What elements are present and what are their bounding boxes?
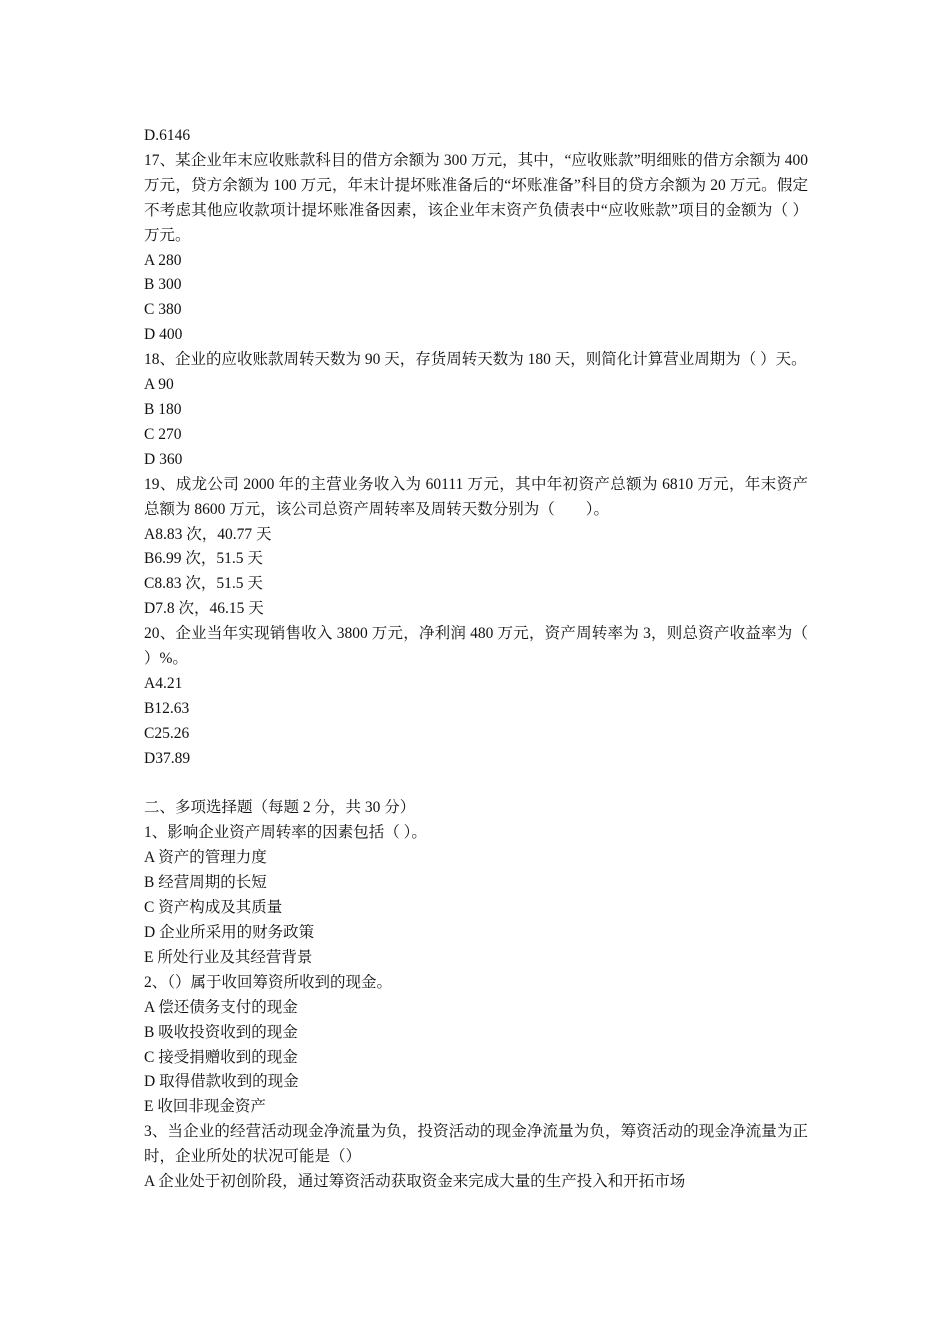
option-line: A4.21 — [144, 674, 183, 692]
multi-question-2: 2、（）属于收回筹资所收到的现金。 — [144, 973, 393, 991]
section-heading: 二、多项选择题（每题 2 分，共 30 分） — [144, 799, 416, 817]
option-line: A 90 — [144, 376, 174, 394]
option-line: D 400 — [144, 326, 183, 344]
document-page — [144, 124, 808, 1195]
question-17: 17、某企业年末应收账款科目的借方余额为 300 万元，其中，“应收账款”明细账的借方余额为 400 万元，贷方余额为 100 万元，年末计提坏账准备后的“坏账准备”科目的贷方余额为 20 万元。假定不考虑其他应收款项计提坏账准备因素，该企业年末资产负债表中“应收账款”项目的金额为（ ）万元。 — [144, 151, 808, 244]
option-line: C 接受捐赠收到的现金 — [144, 1048, 298, 1066]
option-line: E 收回非现金资产 — [144, 1098, 266, 1116]
option-line: A 偿还债务支付的现金 — [144, 998, 298, 1016]
option-line: B 经营周期的长短 — [144, 874, 267, 892]
option-line: C25.26 — [144, 724, 190, 742]
option-line: D 360 — [144, 450, 183, 468]
option-line: C8.83 次，51.5 天 — [144, 575, 263, 593]
option-line: B 180 — [144, 400, 182, 418]
question-18: 18、企业的应收账款周转天数为 90 天，存货周转天数为 180 天，则简化计算营业周期为（ ）天。 — [144, 351, 807, 369]
option-line: C 资产构成及其质量 — [144, 899, 283, 917]
option-line: D37.89 — [144, 749, 191, 767]
option-line: C 380 — [144, 301, 182, 319]
option-line: B 吸收投资收到的现金 — [144, 1023, 298, 1041]
blank-line — [144, 772, 808, 797]
option-line: A 企业处于初创阶段，通过筹资活动获取资金来完成大量的生产投入和开拓市场 — [144, 1173, 686, 1191]
option-line: D7.8 次，46.15 天 — [144, 600, 264, 618]
option-line: C 270 — [144, 425, 182, 443]
question-20: 20、企业当年实现销售收入 3800 万元，净利润 480 万元，资产周转率为 3，则总资产收益率为（ ）%。 — [144, 625, 808, 668]
option-line: A 资产的管理力度 — [144, 849, 267, 867]
option-line: A 280 — [144, 251, 182, 269]
option-line: E 所处行业及其经营背景 — [144, 948, 313, 966]
option-line: A8.83 次，40.77 天 — [144, 525, 272, 543]
option-line: B 300 — [144, 276, 182, 294]
multi-question-1: 1、影响企业资产周转率的因素包括（ ）。 — [144, 824, 427, 842]
option-line: D 企业所采用的财务政策 — [144, 923, 315, 941]
option-line: D 取得借款收到的现金 — [144, 1073, 299, 1091]
option-line: B6.99 次，51.5 天 — [144, 550, 263, 568]
option-line: B12.63 — [144, 699, 190, 717]
option-line: D.6146 — [144, 127, 191, 144]
multi-question-3: 3、当企业的经营活动现金净流量为负，投资活动的现金净流量为负，筹资活动的现金净流量为正时，企业所处的状况可能是（） — [144, 1123, 808, 1166]
question-19: 19、成龙公司 2000 年的主营业务收入为 60111 万元，其中年初资产总额为 6810 万元，年末资产总额为 8600 万元，该公司总资产周转率及周转天数分别为（ ）。 — [144, 475, 808, 518]
